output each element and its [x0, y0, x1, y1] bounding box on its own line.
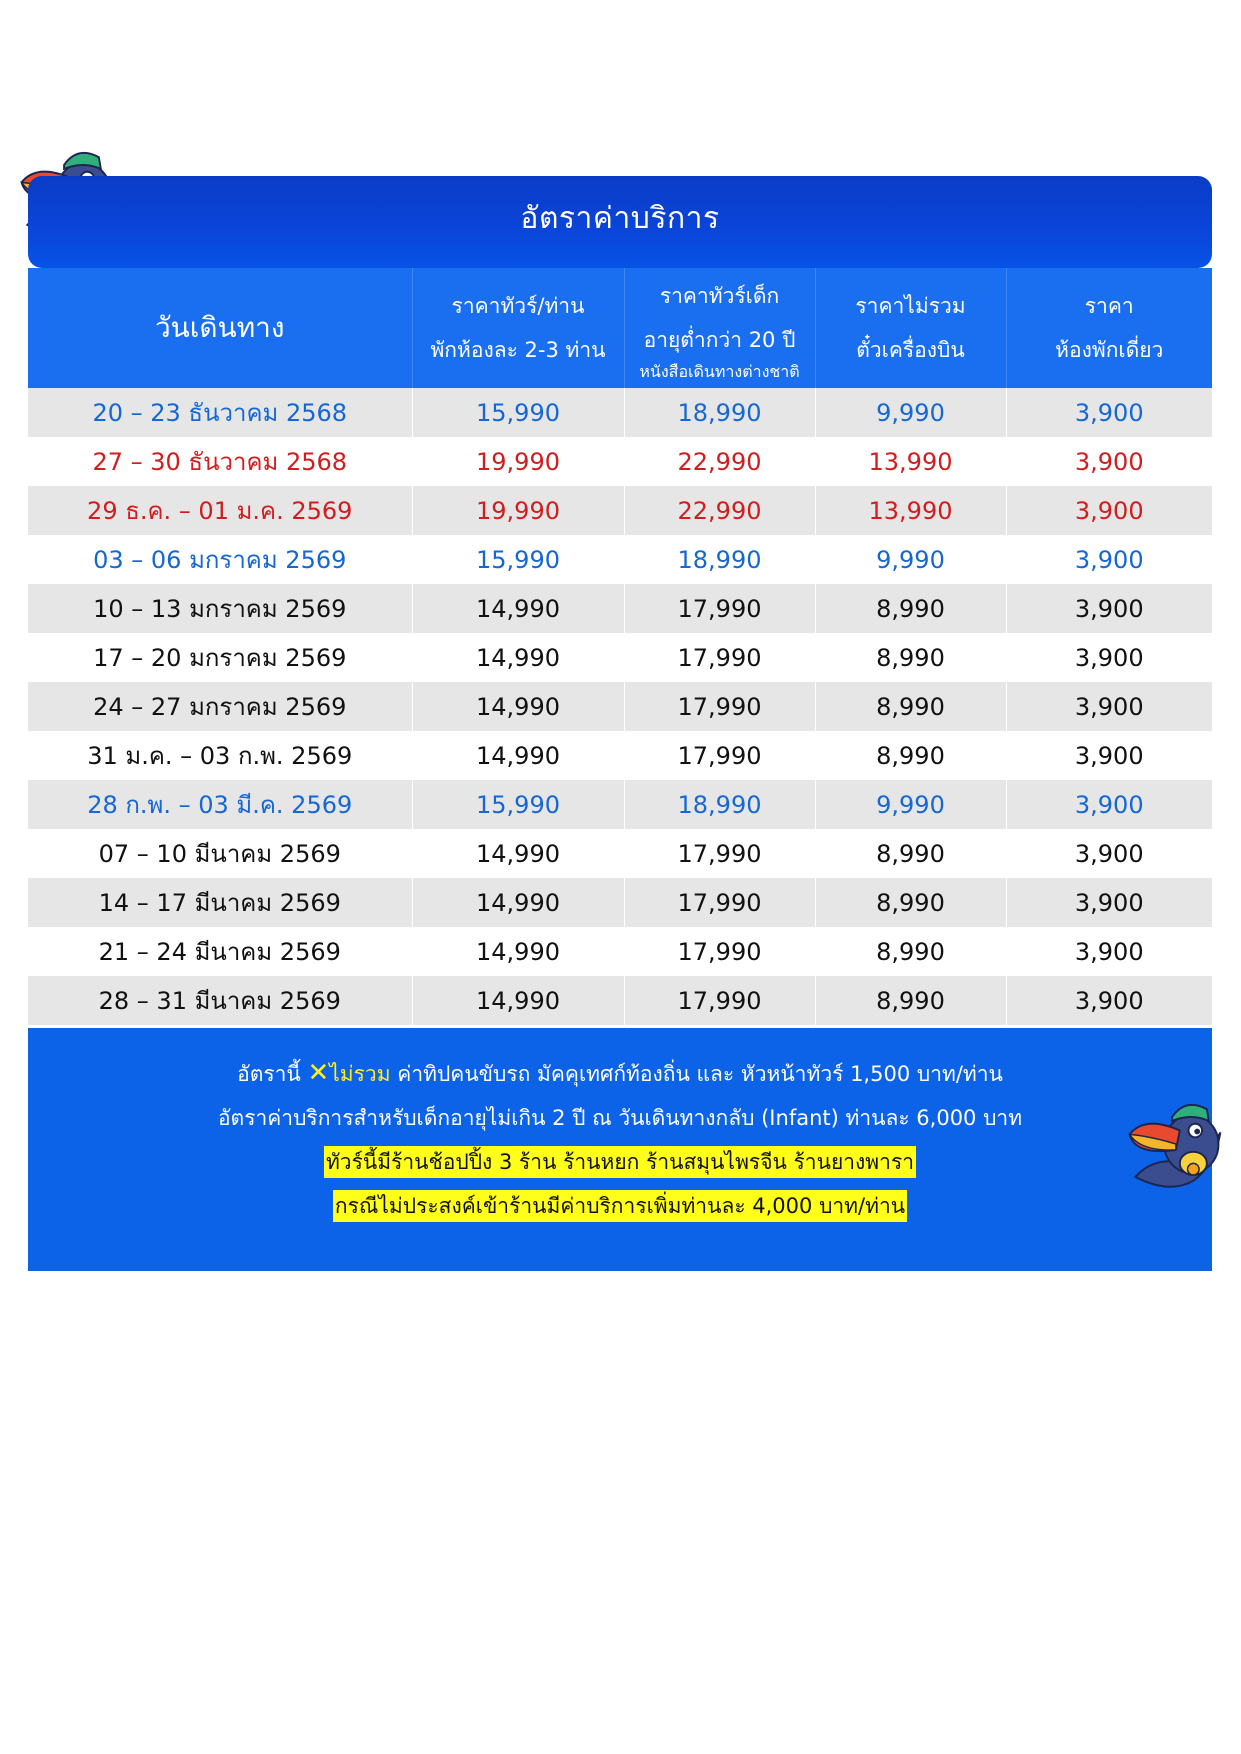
cell-no-flight-price: 8,990 [815, 976, 1006, 1025]
table-row [28, 731, 1212, 780]
header-adult-price: ราคาทัวร์/ท่าน พักห้องละ 2-3 ท่าน [412, 268, 624, 388]
x-mark-icon: ✕ [307, 1058, 330, 1088]
cell-single-room: 3,900 [1006, 584, 1212, 633]
cell-date: 24 – 27 มกราคม 2569 [28, 682, 412, 731]
cell-single-room: 3,900 [1006, 927, 1212, 976]
cell-no-flight-price: 9,990 [815, 388, 1006, 437]
cell-date: 03 – 06 มกราคม 2569 [28, 535, 412, 584]
cell-adult-price: 14,990 [412, 927, 624, 976]
table-row [28, 633, 1212, 682]
price-table [28, 268, 1212, 1025]
cell-adult-price: 14,990 [412, 731, 624, 780]
table-row [28, 829, 1212, 878]
cell-adult-price: 14,990 [412, 878, 624, 927]
cell-adult-price: 14,990 [412, 633, 624, 682]
cell-child-price: 22,990 [624, 437, 815, 486]
cell-child-price: 17,990 [624, 878, 815, 927]
cell-single-room: 3,900 [1006, 780, 1212, 829]
cell-date: 07 – 10 มีนาคม 2569 [28, 829, 412, 878]
table-body [28, 388, 1212, 1025]
cell-single-room: 3,900 [1006, 535, 1212, 584]
note-line-infant: อัตราค่าบริการสำหรับเด็กอายุไม่เกิน 2 ปี ณ วันเดินทางกลับ (Infant) ท่านละ 6,000 บาท [217, 1106, 1023, 1130]
cell-adult-price: 15,990 [412, 388, 624, 437]
cell-single-room: 3,900 [1006, 486, 1212, 535]
cell-adult-price: 19,990 [412, 437, 624, 486]
cell-no-flight-price: 8,990 [815, 927, 1006, 976]
cell-child-price: 17,990 [624, 584, 815, 633]
cell-child-price: 17,990 [624, 927, 815, 976]
table-row [28, 927, 1212, 976]
table-row [28, 584, 1212, 633]
header-single-room: ราคา ห้องพักเดี่ยว [1006, 268, 1212, 388]
cell-no-flight-price: 9,990 [815, 780, 1006, 829]
page-title: อัตราค่าบริการ [520, 200, 720, 236]
footer-notes [28, 1028, 1212, 1271]
cell-date: 10 – 13 มกราคม 2569 [28, 584, 412, 633]
cell-date: 21 – 24 มีนาคม 2569 [28, 927, 412, 976]
cell-no-flight-price: 8,990 [815, 829, 1006, 878]
cell-date: 20 – 23 ธันวาคม 2568 [28, 388, 412, 437]
cell-no-flight-price: 8,990 [815, 633, 1006, 682]
cell-child-price: 18,990 [624, 388, 815, 437]
cell-single-room: 3,900 [1006, 388, 1212, 437]
cell-no-flight-price: 8,990 [815, 878, 1006, 927]
cell-no-flight-price: 9,990 [815, 535, 1006, 584]
cell-adult-price: 15,990 [412, 535, 624, 584]
toucan-mascot-icon [1116, 1088, 1232, 1204]
cell-child-price: 17,990 [624, 976, 815, 1025]
cell-single-room: 3,900 [1006, 633, 1212, 682]
cell-date: 17 – 20 มกราคม 2569 [28, 633, 412, 682]
note-line-shopping-fee: กรณีไม่ประสงค์เข้าร้านมีค่าบริการเพิ่มท่านละ 4,000 บาท/ท่าน [28, 1190, 1212, 1223]
cell-single-room: 3,900 [1006, 731, 1212, 780]
cell-adult-price: 15,990 [412, 780, 624, 829]
title-banner [28, 176, 1212, 268]
cell-adult-price: 14,990 [412, 584, 624, 633]
cell-child-price: 22,990 [624, 486, 815, 535]
cell-single-room: 3,900 [1006, 878, 1212, 927]
cell-date: 31 ม.ค. – 03 ก.พ. 2569 [28, 731, 412, 780]
cell-adult-price: 14,990 [412, 976, 624, 1025]
table-row [28, 388, 1212, 437]
cell-single-room: 3,900 [1006, 682, 1212, 731]
cell-adult-price: 14,990 [412, 829, 624, 878]
header-child-price: ราคาทัวร์เด็ก อายุต่ำกว่า 20 ปี หนังสือเดินทางต่างชาติ [624, 268, 815, 388]
cell-no-flight-price: 13,990 [815, 486, 1006, 535]
cell-date: 28 ก.พ. – 03 มี.ค. 2569 [28, 780, 412, 829]
note-line-excluded: อัตรานี้ ✕ไม่รวม ค่าทิปคนขับรถ มัคคุเทศก์ท้องถิ่น และ หัวหน้าทัวร์ 1,500 บาท/ท่าน [237, 1058, 1003, 1088]
cell-single-room: 3,900 [1006, 829, 1212, 878]
cell-no-flight-price: 8,990 [815, 584, 1006, 633]
table-row [28, 437, 1212, 486]
cell-date: 14 – 17 มีนาคม 2569 [28, 878, 412, 927]
cell-single-room: 3,900 [1006, 976, 1212, 1025]
cell-adult-price: 19,990 [412, 486, 624, 535]
cell-date: 28 – 31 มีนาคม 2569 [28, 976, 412, 1025]
table-row [28, 878, 1212, 927]
cell-child-price: 17,990 [624, 633, 815, 682]
header-no-flight-price: ราคาไม่รวม ตั๋วเครื่องบิน [815, 268, 1006, 388]
cell-child-price: 17,990 [624, 731, 815, 780]
cell-no-flight-price: 8,990 [815, 682, 1006, 731]
cell-date: 27 – 30 ธันวาคม 2568 [28, 437, 412, 486]
table-row [28, 976, 1212, 1025]
cell-child-price: 18,990 [624, 780, 815, 829]
cell-child-price: 17,990 [624, 829, 815, 878]
cell-single-room: 3,900 [1006, 437, 1212, 486]
table-row [28, 780, 1212, 829]
cell-no-flight-price: 8,990 [815, 731, 1006, 780]
note-line-shopping: ทัวร์นี้มีร้านช้อปปิ้ง 3 ร้าน ร้านหยก ร้านสมุนไพรจีน ร้านยางพารา [28, 1146, 1212, 1179]
header-date: วันเดินทาง [28, 268, 412, 388]
table-header-row [28, 268, 1212, 388]
cell-no-flight-price: 13,990 [815, 437, 1006, 486]
table-row [28, 535, 1212, 584]
cell-date: 29 ธ.ค. – 01 ม.ค. 2569 [28, 486, 412, 535]
cell-adult-price: 14,990 [412, 682, 624, 731]
cell-child-price: 17,990 [624, 682, 815, 731]
cell-child-price: 18,990 [624, 535, 815, 584]
table-row [28, 486, 1212, 535]
table-row [28, 682, 1212, 731]
